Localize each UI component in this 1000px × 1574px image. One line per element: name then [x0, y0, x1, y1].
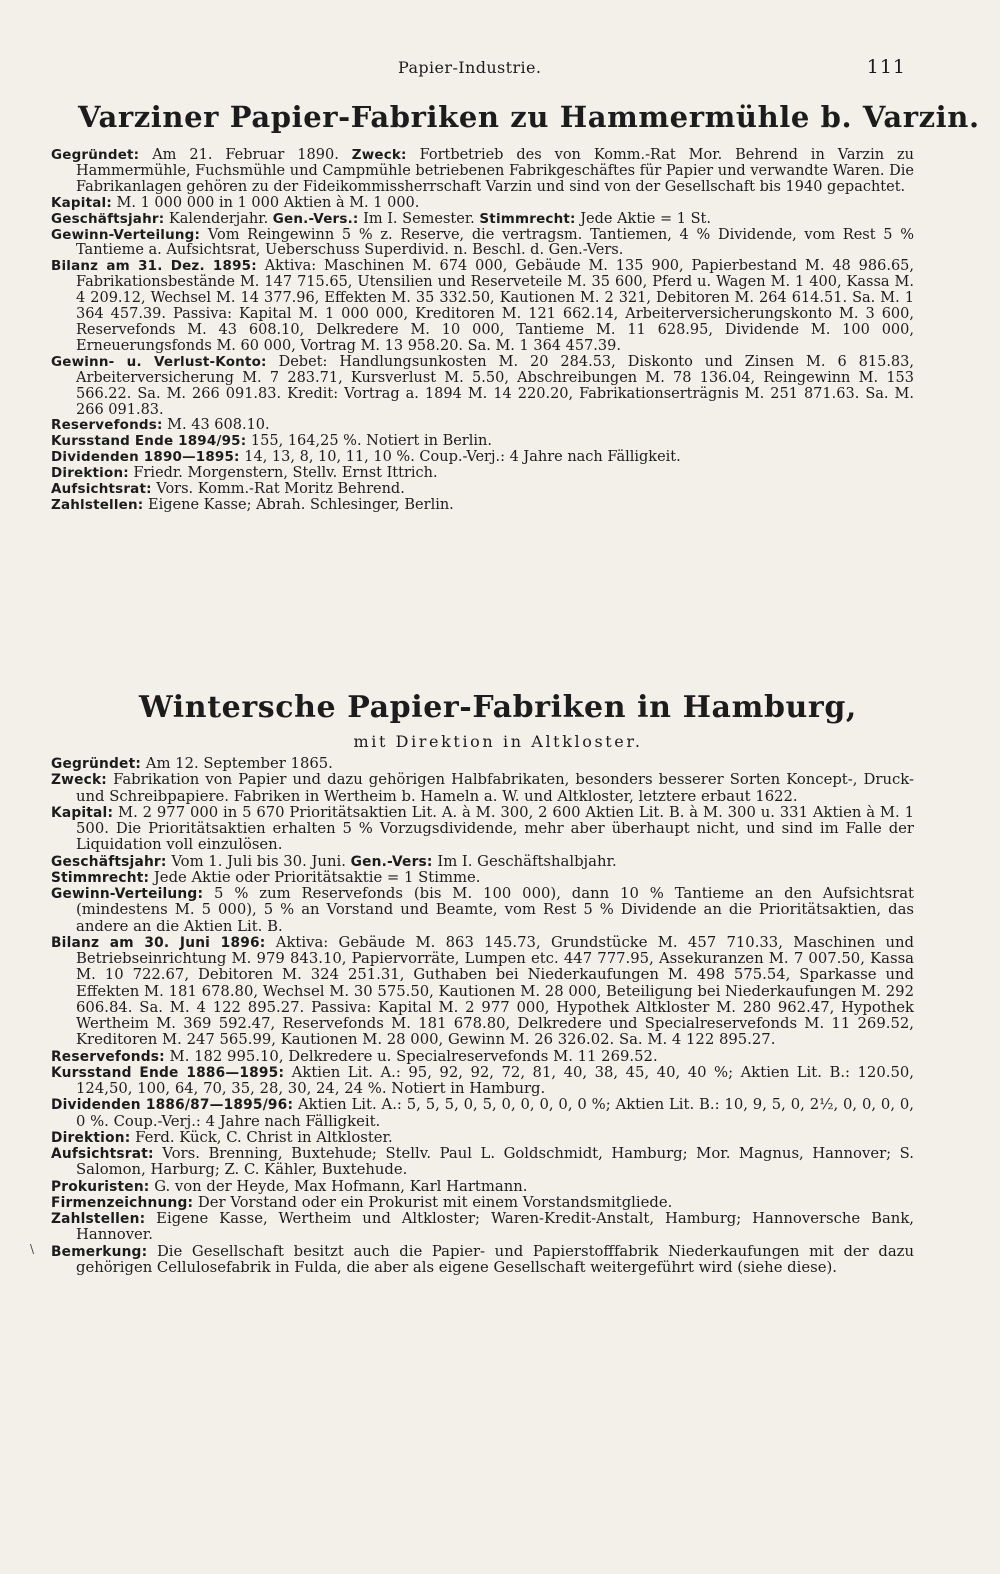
entry-zweck — [50, 772, 914, 805]
entry-aufsichtsrat — [50, 1146, 914, 1179]
entry-label: Stimmrecht: — [51, 869, 150, 886]
entry-gewinn-verteilung — [50, 228, 914, 260]
entry-label: Firmenzeichnung: — [51, 1194, 194, 1211]
entry-label: Zweck: — [51, 772, 107, 789]
entry-text: Ferd. Kück, C. Christ in Altkloster. — [130, 1128, 393, 1146]
company-entries-varziner — [50, 148, 914, 514]
entry-text: G. von der Heyde, Max Hofmann, Karl Hartmann. — [149, 1177, 528, 1195]
entry-bilanz — [50, 935, 914, 1049]
entry-aufsichtsrat — [50, 482, 914, 498]
entry-text: Aktiva: Gebäude M. 863 145.73, Grundstücke M. 457 710.33, Maschinen und Betriebseinrichtung M. 979 843.10, Papiervorräte, Lumpen etc. 447 777.95, Assekuranzen M. 7 007.50, Kassa M. 10 722.67, Debitoren M. 324 251.31, Guthaben bei Niederkaufungen M. 498 575.54, Sparkasse und Effekten M. 181 678.80, Wechsel M. 30 575.50, Kautionen M. 28 000, Beteiligung bei Niederkaufungen M. 292 606.84. Sa. M. 4 122 895.27. Passiva: Kapital M. 2 977 000, Hypothek Altkloster M. 280 962.47, Hypothek Wertheim M. 369 592.47, Reservefonds M. 181 678.80, Delkredere und Specialreservefonds M. 11 269.52, Kreditoren M. 247 565.99, Kautionen M. 28 000, Gewinn M. 26 326.02. Sa. M. 4 122 895.27. — [76, 933, 914, 1049]
entry-label: Zweck: — [351, 147, 407, 163]
entry-bemerkung — [50, 1244, 914, 1277]
entry-text: Vom Reingewinn 5 % z. Reserve, die vertragsm. Tantiemen, 4 % Dividende, vom Rest 5 % Tantieme a. Aufsichtsrat, Ueberschuss Superdivid. n. Beschl. d. Gen.-Vers. — [76, 226, 914, 259]
entry-text: 5 % zum Reservefonds (bis M. 100 000), dann 10 % Tantieme an den Aufsichtsrat (mindestens M. 5 000), 5 % an Vorstand und Beamte, vom Rest 5 % Dividende an die Prioritätsaktien, das andere an die Aktien Lit. B. — [76, 885, 914, 935]
entry-label: Aufsichtsrat: — [51, 1146, 154, 1162]
entry-text: Kalenderjahr. — [164, 210, 273, 227]
entry-text: Vors. Brenning, Buxtehude; Stellv. Paul L. Goldschmidt, Hamburg; Mor. Magnus, Hannover; S. Salomon, Harburg; Z. C. Kähler, Buxtehude. — [76, 1145, 914, 1179]
entry-firmenzeichnung — [50, 1195, 914, 1211]
entry-text: M. 1 000 000 in 1 000 Aktien à M. 1 000. — [111, 194, 420, 211]
entry-label: Reservefonds: — [51, 417, 163, 434]
entry-text: M. 2 977 000 in 5 670 Prioritätsaktien Lit. A. à M. 300, 2 600 Aktien Lit. B. à M. 300 u. 331 Aktien à M. 1 500. Die Prioritätsaktien erhalten 5 % Vorzugsdividende, mehr aber überhaupt nicht, und sind im Falle der Liquidation voll einzulösen. — [76, 803, 914, 854]
entry-prokuristen — [50, 1179, 914, 1195]
entry-label: Kursstand Ende 1886—1895: — [51, 1064, 285, 1081]
entry-label: Bemerkung: — [51, 1243, 148, 1260]
entry-stimmrecht — [50, 870, 914, 886]
entry-label: Prokuristen: — [51, 1178, 150, 1195]
entry-text: Aktien Lit. A.: 5, 5, 5, 0, 5, 0, 0, 0, 0, 0 %; Aktien Lit. B.: 10, 9, 5, 0, 2½, 0, 0, 0, 0, 0 %. Coup.-Verj.: 4 Jahre nach Fälligkeit. — [76, 1096, 914, 1130]
entry-reservefonds — [50, 418, 914, 434]
entry-gewinn-verlust — [50, 355, 914, 419]
entry-label: Gegründet: — [51, 756, 142, 772]
entry-label: Zahlstellen: — [51, 1211, 146, 1227]
entry-zahlstellen — [50, 1211, 914, 1244]
company-title-wintersche: Wintersche Papier-Fabriken in Hamburg, — [139, 690, 857, 725]
entry-text: Jede Aktie = 1 St. — [575, 210, 711, 227]
entry-direktion — [50, 466, 914, 482]
entry-text: Der Vorstand oder ein Prokurist mit einem Vorstandsmitgliede. — [193, 1193, 673, 1211]
entry-text: Vom 1. Juli bis 30. Juni. — [166, 852, 351, 870]
entry-label: Gewinn- u. Verlust-Konto: — [51, 353, 267, 370]
entry-text: M. 182 995.10, Delkredere u. Specialreservefonds M. 11 269.52. — [164, 1047, 658, 1065]
running-header — [0, 58, 1000, 86]
entry-text: Eigene Kasse; Abrah. Schlesinger, Berlin. — [143, 496, 454, 513]
entry-text: Am 21. Februar 1890. — [139, 147, 352, 163]
company-subtitle-wintersche: mit Direktion in Altkloster. — [353, 732, 643, 751]
entry-kursstand — [50, 1065, 914, 1098]
running-title: Papier-Industrie. — [398, 58, 542, 77]
entry-label: Gewinn-Verteilung: — [51, 886, 204, 902]
company-title-varziner: Varziner Papier-Fabriken zu Hammermühle b. Varzin. — [78, 100, 980, 134]
entry-direktion — [50, 1130, 914, 1146]
entry-label: Dividenden 1886/87—1895/96: — [51, 1097, 294, 1114]
entry-gegruendet — [50, 148, 914, 196]
entry-label: Zahlstellen: — [51, 496, 144, 513]
entry-dividenden — [50, 450, 914, 466]
entry-label: Kursstand Ende 1894/95: — [51, 433, 247, 450]
entry-text: Fabrikation von Papier und dazu gehörigen Halbfabrikaten, besonders besserer Sorten Koncept-, Druck- und Schreibpapiere. Fabriken in Wertheim b. Hameln a. W. und Altkloster, letztere erbaut 1622. — [76, 771, 914, 805]
entry-text: Vors. Komm.-Rat Moritz Behrend. — [151, 481, 405, 498]
entry-text: Die Gesellschaft besitzt auch die Papier- und Papierstofffabrik Niederkaufungen mit der dazu gehörigen Cellulosefabrik in Fulda, die aber als eigene Gesellschaft weitergeführt wird (siehe diese). — [76, 1242, 914, 1276]
entry-label: Kapital: — [51, 804, 114, 821]
page-number: 111 — [866, 56, 906, 78]
entry-text: Aktien Lit. A.: 95, 92, 92, 72, 81, 40, 38, 45, 40, 40 %; Aktien Lit. B.: 120.50, 124,50, 100, 64, 70, 35, 28, 30, 24, 24 %. Notiert in Hamburg. — [76, 1063, 914, 1097]
entry-text: 155, 164,25 %. Notiert in Berlin. — [246, 433, 492, 450]
entry-label: Gegründet: — [51, 147, 140, 163]
entry-text: Friedr. Morgenstern, Stellv. Ernst Ittrich. — [128, 465, 438, 482]
entry-bilanz — [50, 259, 914, 354]
entry-label: Gen.-Vers.: — [272, 210, 359, 227]
entry-kapital — [50, 805, 914, 854]
entry-label: Dividenden 1890—1895: — [51, 449, 240, 466]
entry-label: Bilanz am 31. Dez. 1895: — [51, 258, 257, 275]
entry-label: Gen.-Vers: — [350, 853, 433, 870]
entry-label: Aufsichtsrat: — [51, 481, 152, 498]
entry-label: Geschäftsjahr: — [51, 853, 167, 870]
entry-text: Eigene Kasse, Wertheim und Altkloster; Waren-Kredit-Anstalt, Hamburg; Hannoversche Bank, Hannover. — [76, 1210, 914, 1244]
entry-text: Im I. Semester. — [358, 210, 480, 227]
entry-text: Im I. Geschäftshalbjahr. — [432, 852, 617, 870]
entry-label: Direktion: — [51, 1129, 131, 1146]
entry-gegruendet — [50, 756, 914, 772]
entry-label: Bilanz am 30. Juni 1896: — [51, 934, 266, 951]
entry-label: Gewinn-Verteilung: — [51, 226, 201, 243]
margin-mark: \ — [30, 1242, 35, 1256]
entry-kursstand — [50, 434, 914, 450]
entry-text: 14, 13, 8, 10, 11, 10 %. Coup.-Verj.: 4 Jahre nach Fälligkeit. — [239, 449, 681, 466]
entry-label: Stimmrecht: — [479, 210, 576, 227]
entry-text: Fortbetrieb des von Komm.-Rat Mor. Behrend in Varzin zu Hammermühle, Fuchsmühle und Campmühle betriebenen Fabrikgeschäftes für Papier und verwandte Waren. Die Fabrikanlagen gehören zu der Fideikommissherrschaft Varzin und sind von der Gesellschaft bis 1940 gepachtet. — [76, 147, 914, 195]
entry-dividenden — [50, 1097, 914, 1130]
entry-text: M. 43 608.10. — [162, 417, 270, 434]
entry-label: Reservefonds: — [51, 1048, 165, 1065]
entry-label: Geschäftsjahr: — [51, 210, 165, 227]
entry-text: Am 12. September 1865. — [141, 755, 333, 772]
entry-geschaeftsjahr — [50, 854, 914, 870]
entry-zahlstellen — [50, 498, 914, 514]
company-entries-wintersche — [50, 756, 914, 1276]
entry-label: Kapital: — [51, 194, 112, 211]
entry-text: Aktiva: Maschinen M. 674 000, Gebäude M. 135 900, Papierbestand M. 48 986.65, Fabrikationsbestände M. 147 715.65, Utensilien und Reserveteile M. 35 600, Pferd u. Wagen M. 1 400, Kassa M. 4 209.12, Wechsel M. 14 377.96, Effekten M. 35 332.50, Kautionen M. 2 321, Debitoren M. 264 614.51. Sa. M. 1 364 457.39. Passiva: Kapital M. 1 000 000, Kreditoren M. 121 662.14, Arbeiterversicherungskonto M. 3 600, Reservefonds M. 43 608.10, Delkredere M. 10 000, Tantieme M. 11 628.95, Dividende M. 100 000, Erneuerungsfonds M. 60 000, Vortrag M. 13 958.20. Sa. M. 1 364 457.39. — [76, 258, 915, 354]
entry-kapital — [50, 196, 914, 212]
entry-text: Jede Aktie oder Prioritätsaktie = 1 Stimme. — [149, 868, 481, 886]
entry-geschaeftsjahr — [50, 212, 914, 228]
entry-gewinn-verteilung — [50, 886, 914, 935]
entry-text: Debet: Handlungsunkosten M. 20 284.53, Diskonto und Zinsen M. 6 815.83, Arbeiterversicherung M. 7 283.71, Kursverlust M. 5.50, Abschreibungen M. 78 136.04, Reingewinn M. 153 566.22. Sa. M. 266 091.83. Kredit: Vortrag a. 1894 M. 14 220.20, Fabrikationserträgnis M. 251 871.63. Sa. M. 266 091.83. — [76, 353, 914, 418]
entry-label: Direktion: — [51, 465, 129, 482]
entry-reservefonds — [50, 1049, 914, 1065]
